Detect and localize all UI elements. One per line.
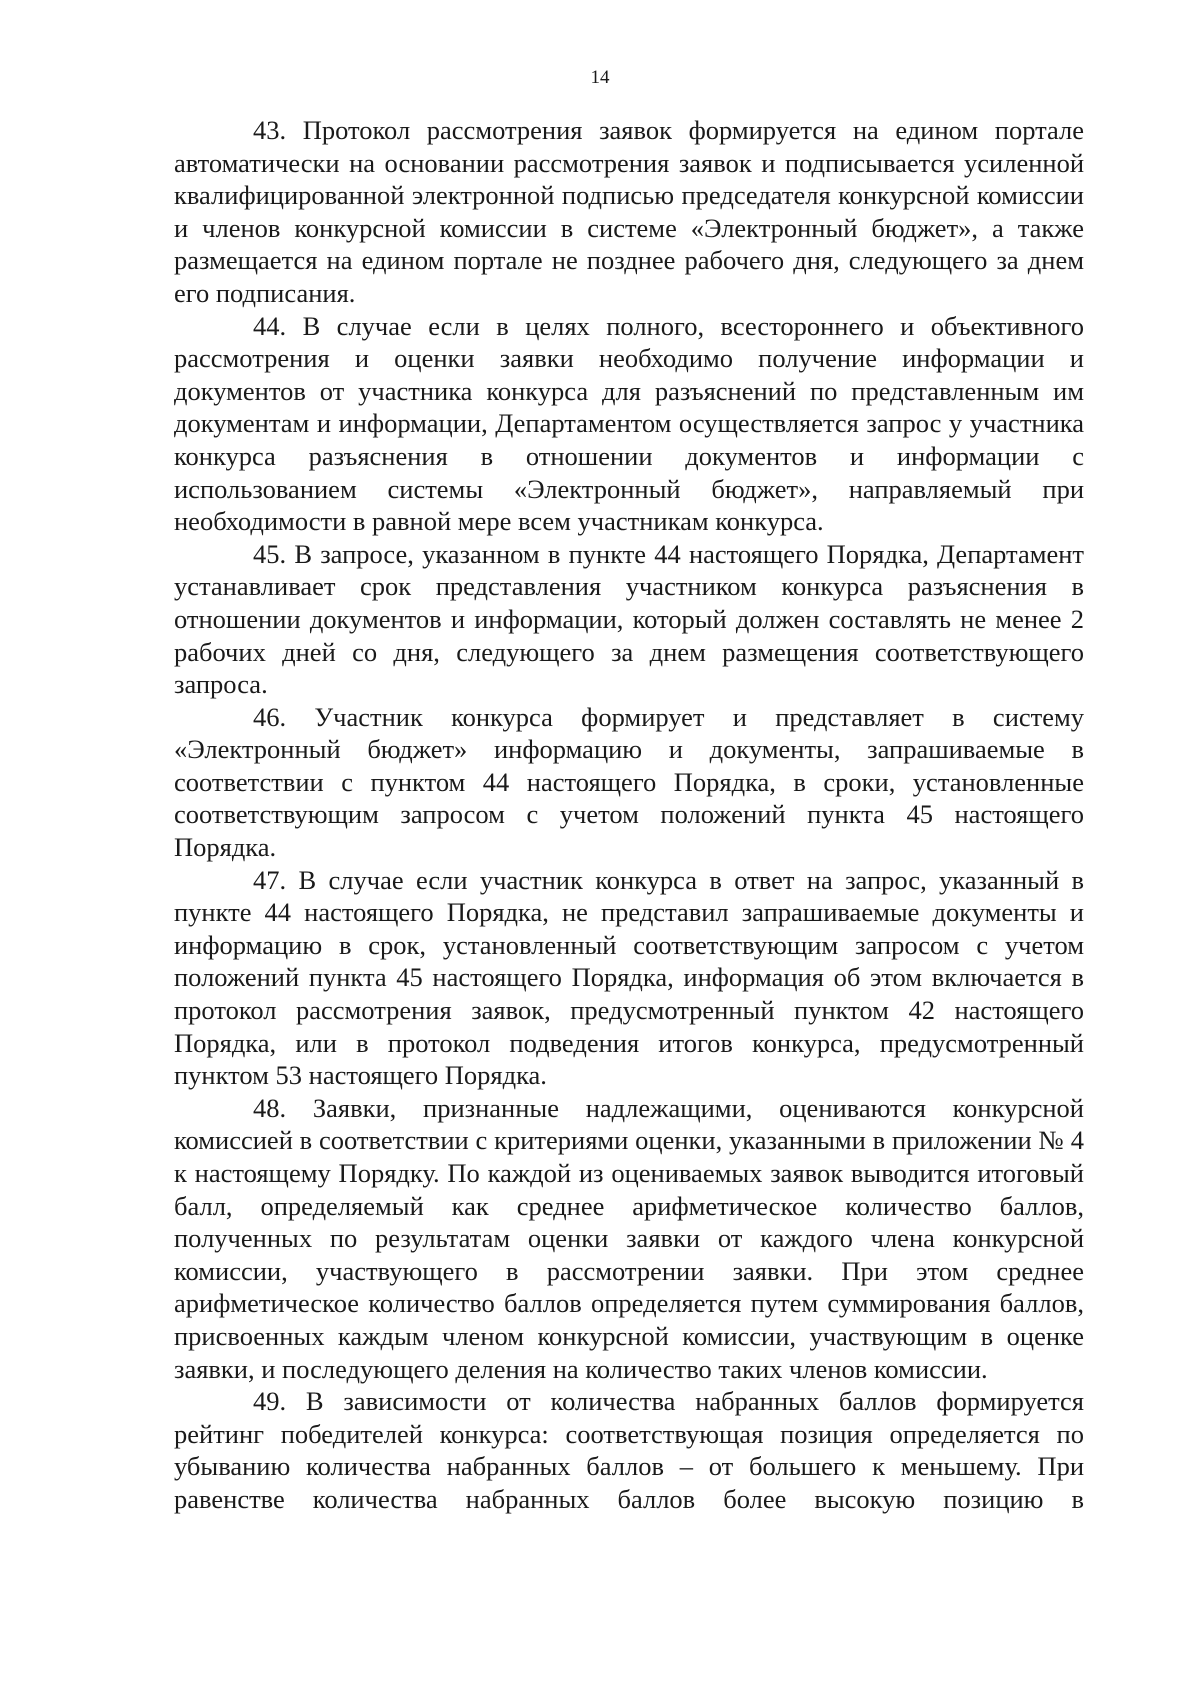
page-number: 14 — [590, 67, 610, 88]
paragraph-44: 44. В случае если в целях полного, всестороннего и объективного рассмотрения и оценки заявки необходимо получение информации и документов от участника конкурса для разъяснений по представленным им документам и информации, Департаментом осуществляется запрос у участника конкурса разъяснения в отношении документов и информации с использованием системы «Электронный бюджет», направляемый при необходимости в равной мере всем участникам конкурса. — [174, 310, 1084, 537]
paragraph-49: 49. В зависимости от количества набранных баллов формируется рейтинг победителей конкурса: соответствующая позиция определяется по убыванию количества набранных баллов – от большего к меньшему. При равенстве количества набранных баллов более высокую позицию в — [174, 1386, 1084, 1514]
paragraph-46: 46. Участник конкурса формирует и представляет в систему «Электронный бюджет» информацию и документы, запрашиваемые в соответствии с пунктом 44 настоящего Порядка, в сроки, установленные соответствующим запросом с учетом положений пункта 45 настоящего Порядка. — [174, 701, 1084, 863]
paragraph-48: 48. Заявки, признанные надлежащими, оцениваются конкурсной комиссией в соответствии с критериями оценки, указанными в приложении № 4 к настоящему Порядку. По каждой из оцениваемых заявок выводится итоговый балл, определяемый как среднее арифметическое количество баллов, полученных по результатам оценки заявки от каждого члена конкурсной комиссии, участвующего в рассмотрении заявки. При этом среднее арифметическое количество баллов определяется путем суммирования баллов, присвоенных каждым членом конкурсной комиссии, участвующим в оценке заявки, и последующего деления на количество таких членов комиссии. — [174, 1092, 1084, 1384]
paragraph-45: 45. В запросе, указанном в пункте 44 настоящего Порядка, Департамент устанавливает срок представления участником конкурса разъяснения в отношении документов и информации, который должен составлять не менее 2 рабочих дней со дня, следующего за днем размещения соответствующего запроса. — [174, 538, 1084, 700]
document-body — [174, 114, 1084, 1516]
paragraph-43: 43. Протокол рассмотрения заявок формируется на едином портале автоматически на основании рассмотрения заявок и подписывается усиленной квалифицированной электронной подписью председателя конкурсной комиссии и членов конкурсной комиссии в системе «Электронный бюджет», а также размещается на едином портале не позднее рабочего дня, следующего за днем его подписания. — [174, 115, 1084, 308]
paragraph-47: 47. В случае если участник конкурса в ответ на запрос, указанный в пункте 44 настоящего Порядка, не представил запрашиваемые документы и информацию в срок, установленный соответствующим запросом с учетом положений пункта 45 настоящего Порядка, информация об этом включается в протокол рассмотрения заявок, предусмотренный пунктом 42 настоящего Порядка, или в протокол подведения итогов конкурса, предусмотренный пунктом 53 настоящего Порядка. — [174, 864, 1084, 1091]
